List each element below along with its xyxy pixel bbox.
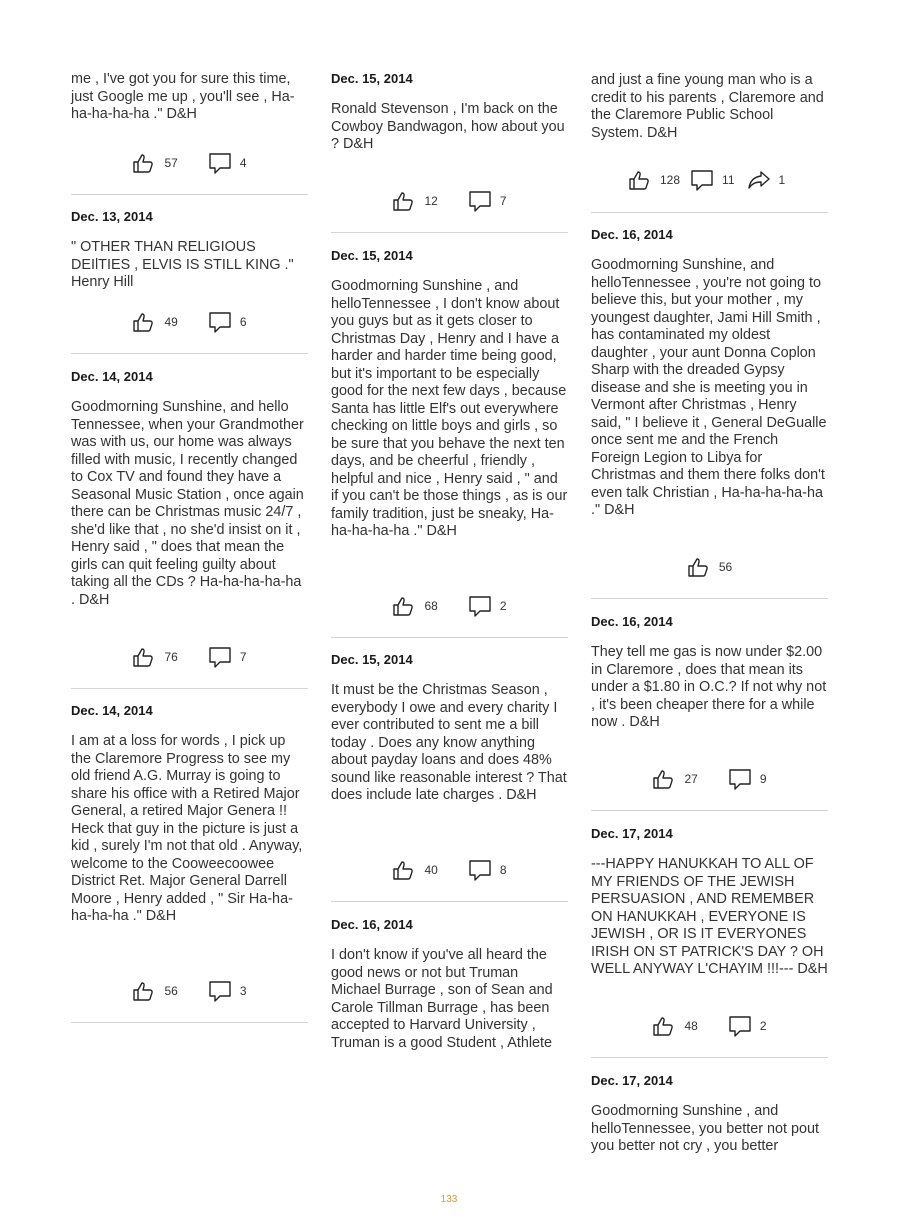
post-text: " OTHER THAN RELIGIOUS DEIlTIES , ELVIS IS STILL KING ." Henry Hill bbox=[71, 239, 294, 290]
speech-bubble-icon bbox=[728, 767, 752, 791]
comment-count: 2 bbox=[499, 599, 507, 613]
reaction-bar bbox=[591, 166, 828, 194]
like-button[interactable] bbox=[392, 858, 437, 882]
post bbox=[331, 71, 568, 154]
speech-bubble-icon bbox=[728, 1014, 752, 1038]
like-count: 57 bbox=[164, 156, 178, 170]
reaction-bar bbox=[591, 765, 828, 793]
speech-bubble-icon bbox=[690, 168, 714, 192]
post-date: Dec. 16, 2014 bbox=[331, 917, 413, 932]
post bbox=[331, 652, 568, 805]
post bbox=[591, 826, 828, 979]
speech-bubble-icon bbox=[468, 858, 492, 882]
thumbs-up-icon bbox=[392, 858, 416, 882]
divider bbox=[331, 901, 568, 902]
reaction-bar bbox=[331, 187, 568, 215]
thumbs-up-icon bbox=[132, 979, 156, 1003]
divider bbox=[331, 232, 568, 233]
like-count: 12 bbox=[424, 194, 438, 208]
like-button[interactable] bbox=[392, 594, 437, 618]
like-button[interactable] bbox=[132, 310, 177, 334]
post-text: Ronald Stevenson , I'm back on the Cowboy Bandwagon, how about you ? D&H bbox=[331, 101, 565, 152]
post-text: Goodmorning Sunshine , and helloTennessee, you better not pout you better not cry , you better bbox=[591, 1103, 820, 1154]
comment-button[interactable] bbox=[728, 1014, 767, 1038]
like-count: 40 bbox=[424, 863, 438, 877]
comment-count: 4 bbox=[239, 156, 247, 170]
post-text: I am at a loss for words , I pick up the Claremore Progress to see my old friend A.G. Murray is going to share his office with a Retired Major General, a retired Major Genera !! Heck that guy in the picture is just a kid , surely I'm not that old . Anyway, welcome to the Cooweecoowee District Ret. Major General Darrell Moore , Henry added , " Sir Ha-ha-ha-ha-ha ." D&H bbox=[71, 733, 303, 924]
comment-count: 9 bbox=[759, 772, 767, 786]
divider bbox=[591, 1057, 828, 1058]
thumbs-up-icon bbox=[628, 168, 652, 192]
divider bbox=[71, 688, 308, 689]
comment-count: 3 bbox=[239, 984, 247, 998]
post bbox=[591, 614, 828, 732]
like-button[interactable] bbox=[392, 189, 437, 213]
comment-button[interactable] bbox=[208, 151, 247, 175]
comment-button[interactable] bbox=[468, 189, 507, 213]
like-count: 48 bbox=[684, 1019, 698, 1033]
comment-button[interactable] bbox=[690, 168, 734, 192]
speech-bubble-icon bbox=[208, 979, 232, 1003]
post-text: ---HAPPY HANUKKAH TO ALL OF MY FRIENDS OF THE JEWISH PERSUASION , AND REMEMBER ON HANUKKAH , EVERYONE IS JEWISH , OR IS IT EVERYONES IRISH ON ST PATRICK'S DAY ? OH WELL ANYWAY L'CHAYIM !!!--- D&H bbox=[591, 856, 828, 977]
reaction-bar bbox=[591, 553, 828, 581]
divider bbox=[591, 810, 828, 811]
reaction-bar bbox=[591, 1012, 828, 1040]
post-text: Goodmorning Sunshine, and helloTennessee , you're not going to believe this, but your mother , my youngest daughter, Jami Hill Smith , has contaminated my oldest daughter , your aunt Donna Coplon Sharp with the dreaded Gypsy disease and she is meeting you in Vermont after Christmas , Henry said, " I believe it , General DeGualle once sent me and the French Foreign Legion to Libya for Christmas and them there folks don't even talk Christian , Ha-ha-ha-ha-ha ." D&H bbox=[591, 257, 827, 518]
post bbox=[71, 71, 308, 124]
post-date: Dec. 14, 2014 bbox=[71, 369, 153, 384]
thumbs-up-icon bbox=[392, 594, 416, 618]
post-date: Dec. 15, 2014 bbox=[331, 652, 413, 667]
speech-bubble-icon bbox=[208, 151, 232, 175]
page-number: 133 bbox=[440, 1194, 458, 1205]
post bbox=[591, 1073, 828, 1156]
comment-button[interactable] bbox=[208, 979, 247, 1003]
comment-button[interactable] bbox=[208, 645, 247, 669]
like-button[interactable] bbox=[132, 151, 177, 175]
like-button[interactable] bbox=[652, 1014, 697, 1038]
speech-bubble-icon bbox=[208, 310, 232, 334]
post-text: Goodmorning Sunshine , and helloTennessee , I don't know about you guys but as it gets closer to Christmas Day , Henry and I have a harder and harder time being good, but it's important to be especially good for the next few days , because Santa has little Elf's out everywhere checking on little boys and girls , so be sure that you behave the next ten days, and be cheerful , friendly , helpful and nice , Henry said , " and if you can't be those things , as is our family tradition, just be sneaky, Ha-ha-ha-ha-ha ." D&H bbox=[331, 278, 568, 539]
divider bbox=[591, 598, 828, 599]
post-date: Dec. 15, 2014 bbox=[331, 71, 413, 86]
reaction-bar bbox=[71, 977, 308, 1005]
share-count: 1 bbox=[778, 173, 786, 187]
like-button[interactable] bbox=[628, 168, 680, 192]
post-text: and just a fine young man who is a credit to his parents , Claremore and the Claremore Public School System. D&H bbox=[591, 72, 824, 141]
post-date: Dec. 14, 2014 bbox=[71, 703, 153, 718]
share-arrow-icon bbox=[747, 168, 771, 192]
like-count: 56 bbox=[718, 560, 733, 574]
post-date: Dec. 17, 2014 bbox=[591, 826, 673, 841]
like-count: 76 bbox=[164, 650, 178, 664]
comment-count: 7 bbox=[499, 194, 507, 208]
comment-button[interactable] bbox=[728, 767, 767, 791]
comment-count: 8 bbox=[499, 863, 507, 877]
reaction-bar bbox=[71, 643, 308, 671]
reaction-bar bbox=[71, 308, 308, 336]
post-date: Dec. 17, 2014 bbox=[591, 1073, 673, 1088]
speech-bubble-icon bbox=[208, 645, 232, 669]
like-button[interactable] bbox=[652, 767, 697, 791]
divider bbox=[71, 353, 308, 354]
like-count: 27 bbox=[684, 772, 698, 786]
divider bbox=[71, 194, 308, 195]
thumbs-up-icon bbox=[652, 1014, 676, 1038]
comment-count: 7 bbox=[239, 650, 247, 664]
post bbox=[591, 227, 828, 520]
post-text: me , I've got you for sure this time, just Google me up , you'll see , Ha-ha-ha-ha-ha ." D&H bbox=[71, 71, 295, 122]
like-count: 56 bbox=[164, 984, 178, 998]
like-button[interactable] bbox=[687, 555, 732, 579]
speech-bubble-icon bbox=[468, 594, 492, 618]
reaction-bar bbox=[71, 149, 308, 177]
like-count: 128 bbox=[660, 173, 681, 187]
thumbs-up-icon bbox=[652, 767, 676, 791]
post bbox=[71, 369, 308, 609]
comment-count: 6 bbox=[239, 315, 247, 329]
thumbs-up-icon bbox=[392, 189, 416, 213]
post bbox=[71, 703, 308, 926]
post bbox=[71, 209, 308, 292]
divider bbox=[591, 212, 828, 213]
thumbs-up-icon bbox=[132, 645, 156, 669]
thumbs-up-icon bbox=[132, 310, 156, 334]
post-date: Dec. 13, 2014 bbox=[71, 209, 153, 224]
reaction-bar bbox=[331, 592, 568, 620]
like-button[interactable] bbox=[132, 979, 177, 1003]
like-count: 68 bbox=[424, 599, 438, 613]
comment-count: 2 bbox=[759, 1019, 767, 1033]
divider bbox=[71, 1022, 308, 1023]
share-button[interactable] bbox=[747, 168, 786, 192]
comment-button[interactable] bbox=[468, 858, 507, 882]
post bbox=[331, 917, 568, 1052]
post-text: They tell me gas is now under $2.00 in Claremore , does that mean its under a $1.80 in O.C.? If not why not , it's been cheaper there for a while now . D&H bbox=[591, 644, 827, 730]
post bbox=[591, 72, 828, 142]
reaction-bar bbox=[331, 856, 568, 884]
comment-count: 11 bbox=[722, 173, 735, 187]
post bbox=[331, 248, 568, 541]
post-text: I don't know if you've all heard the good news or not but Truman Michael Burrage , son of Sean and Carole Tillman Burrage , has been accepted to Harvard University , Truman is a good Student , Athlete bbox=[331, 947, 553, 1051]
thumbs-up-icon bbox=[132, 151, 156, 175]
comment-button[interactable] bbox=[468, 594, 507, 618]
speech-bubble-icon bbox=[468, 189, 492, 213]
post-date: Dec. 15, 2014 bbox=[331, 248, 413, 263]
like-count: 49 bbox=[164, 315, 178, 329]
post-date: Dec. 16, 2014 bbox=[591, 227, 673, 242]
post-text: It must be the Christmas Season , everybody I owe and every charity I ever contributed to sent me a bill today . Does any know anything about payday loans and does 48% sound like reasonable interest ? That does include late charges . D&H bbox=[331, 682, 567, 803]
like-button[interactable] bbox=[132, 645, 177, 669]
thumbs-up-icon bbox=[687, 555, 711, 579]
divider bbox=[331, 637, 568, 638]
post-date: Dec. 16, 2014 bbox=[591, 614, 673, 629]
comment-button[interactable] bbox=[208, 310, 247, 334]
post-text: Goodmorning Sunshine, and hello Tennessee, when your Grandmother was with us, our home was always filled with music, I recently changed to Cox TV and found they have a Seasonal Music Station , once again there can be Christmas music 24/7 , she'd like that , no she'd insist on it , Henry said , " does that mean the girls can quit feeling guilty about taking all the CDs ? Ha-ha-ha-ha-ha . D&H bbox=[71, 399, 304, 608]
